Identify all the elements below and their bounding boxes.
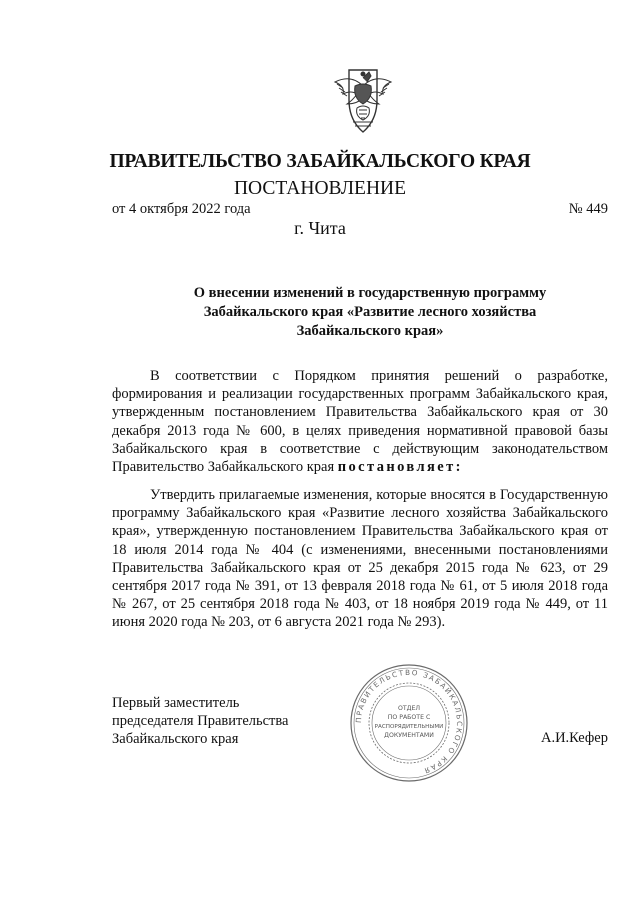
signer-position — [112, 694, 288, 749]
seal-outer-text: ПРАВИТЕЛЬСТВО ЗАБАЙКАЛЬСКОГО КРАЯ — [353, 667, 465, 776]
document-number: № 449 — [568, 201, 608, 217]
resolution-paragraph: Утвердить прилагаемые изменения, которые вносятся в Государственную программу Забайкальского края «Развитие лесного хозяйства Забайкальского края», утвержденную постановлением Правительства Забайкальского края от 18 июля 2014 года № 404 (с изменениями, внесенными постановлениями Правительства Забайкальского края от 25 декабря 2015 года № 623, от 29 сентября 2017 года № 391, от 13 февраля 2018 года № 61, от 5 июля 2018 года № 267, от 25 сентября 2018 года № 403, от 18 ноября 2019 года № 449, от 11 июня 2020 года № 203, от 6 августа 2021 года № 293). — [112, 487, 608, 631]
svg-text:ПРАВИТЕЛЬСТВО ЗАБАЙКАЛЬСКОГО К — [354, 668, 464, 776]
seal-inner-line-2: ПО РАБОТЕ С — [387, 714, 431, 721]
document-city: г. Чита — [294, 218, 346, 238]
official-seal — [348, 662, 470, 784]
decree-word: постановляет: — [337, 459, 463, 476]
preamble-paragraph — [112, 367, 608, 476]
subject-line-3: Забайкальского края» — [296, 323, 444, 339]
document-date: от 4 октября 2022 года — [112, 201, 251, 217]
coat-of-arms-emblem — [331, 64, 395, 140]
seal-inner-line-1: ОТДЕЛ — [397, 705, 421, 712]
subject-line-2: Забайкальского края «Развитие лесного хозяйства — [203, 304, 537, 320]
organization-title: ПРАВИТЕЛЬСТВО ЗАБАЙКАЛЬСКОГО КРАЯ — [109, 151, 531, 172]
subject-line-1: О внесении изменений в государственную программу — [193, 285, 547, 301]
seal-inner-line-4: ДОКУМЕНТАМИ — [384, 732, 434, 739]
document-type: ПОСТАНОВЛЕНИЕ — [233, 178, 407, 199]
preamble-text: В соответствии с Порядком принятия решений о разработке, формирования и реализации государственных программ Забайкальского края, утвержденным постановлением Правительства Забайкальского края от 30 декабря 2013 года № 600, в целях приведения нормативной правовой базы Забайкальского края в соответствие с действующим законодательством Правительство Забайкальского края — [112, 368, 608, 476]
signer-name: А.И.Кефер — [540, 730, 608, 746]
signer-position-line-3: Забайкальского края — [112, 731, 239, 748]
signer-position-line-1: Первый заместитель — [112, 695, 240, 711]
seal-inner-line-3: РАСПОРЯДИТЕЛЬНЫМИ — [374, 724, 444, 730]
signer-position-line-2: председателя Правительства — [112, 713, 289, 730]
document-subject — [160, 284, 580, 341]
